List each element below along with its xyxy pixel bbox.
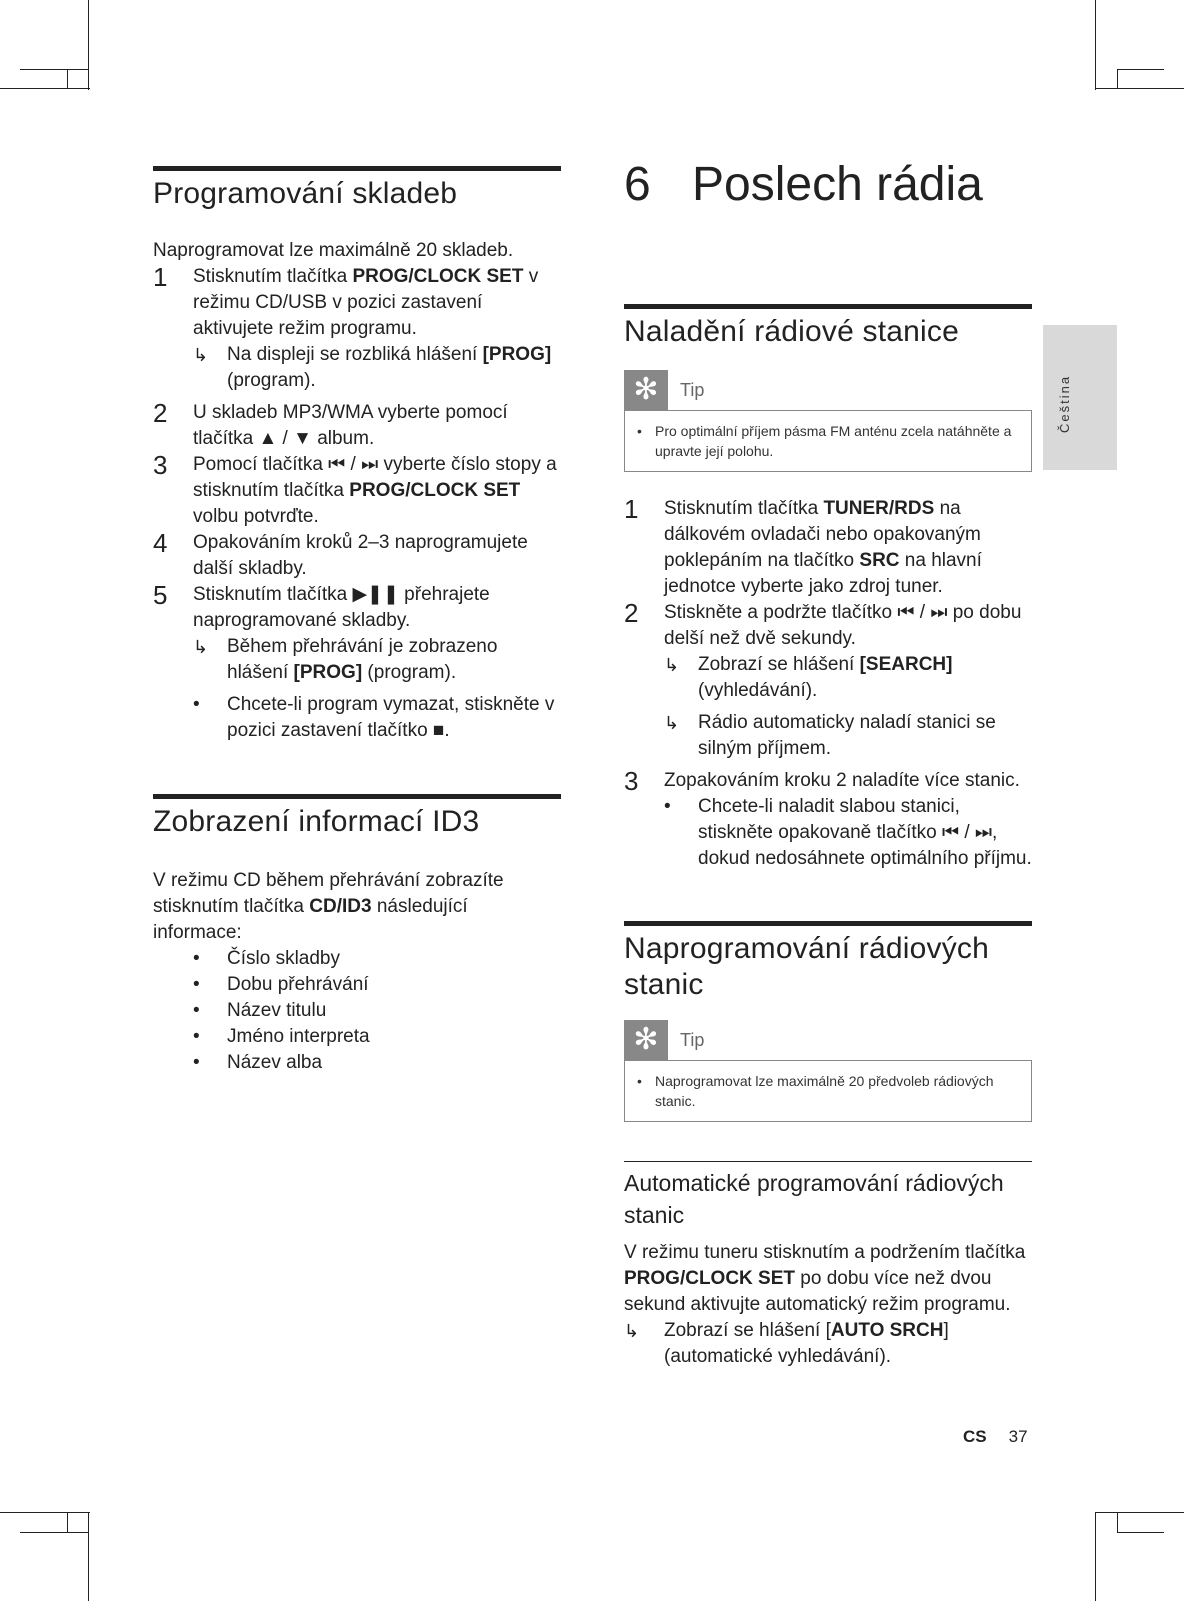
page-footer xyxy=(963,1427,1028,1447)
bullet-item: • Chcete-li naladit slabou stanici, stiskněte opakovaně tlačítko ⏮ / ⏭, dokud nedosáhnete optimálního příjmu. xyxy=(664,796,1032,869)
step-sub: ↳ Zobrazí se hlášení [SEARCH] (vyhledávání). xyxy=(664,654,953,701)
crop-mark xyxy=(1095,1512,1184,1513)
step-item: 2 Stiskněte a podržte tlačítko ⏮ / ⏭ po dobu delší než dvě sekundy. xyxy=(624,598,1022,649)
crop-mark xyxy=(1117,69,1164,70)
id3-body xyxy=(153,868,561,1076)
tip-box: • Naprogramovat lze maximálně 20 předvoleb rádiových stanic. xyxy=(624,1060,1032,1122)
step-item: 3 Pomocí tlačítka ⏮ / ⏭ vyberte číslo stopy a stisknutím tlačítka PROG/CLOCK SET volbu potvrďte. xyxy=(153,450,557,527)
bullet-icon: • xyxy=(193,1026,200,1047)
section-rule xyxy=(624,304,1032,309)
crop-mark xyxy=(1117,69,1118,89)
auto-program-body: V režimu tuneru stisknutím a podržením tlačítka PROG/CLOCK SET po dobu více než dvou sekund aktivujte automatický režim programu. ↳ Zobrazí se hlášení [AUTO SRCH] (automatické vyhledávání). xyxy=(624,1240,1032,1370)
crop-mark xyxy=(1095,88,1184,89)
footer-language: CS xyxy=(963,1427,987,1446)
bullet-item: • Chcete-li program vymazat, stiskněte v pozici zastavení tlačítko ■. xyxy=(193,694,555,741)
list-item: • Číslo skladby xyxy=(153,946,561,972)
tip-block xyxy=(624,370,1032,472)
step-item: 1 Stisknutím tlačítka PROG/CLOCK SET v režimu CD/USB v pozici zastavení aktivujete režim programu. xyxy=(153,262,539,339)
step-sub: ↳ Zobrazí se hlášení [AUTO SRCH] (automatické vyhledávání). xyxy=(624,1320,949,1367)
crop-mark xyxy=(0,1512,90,1513)
crop-mark xyxy=(20,1532,88,1533)
list-item: • Dobu přehrávání xyxy=(153,972,561,998)
crop-mark xyxy=(1117,1532,1164,1533)
step-item: 5 Stisknutím tlačítka ▶❚❚ přehrajete naprogramované skladby. xyxy=(153,580,490,631)
section-title-id3: Zobrazení informací ID3 xyxy=(153,805,480,838)
crop-mark xyxy=(1117,1512,1118,1532)
subsection-title-auto: Automatické programování rádiových stanic xyxy=(624,1170,1004,1228)
bullet-icon: • xyxy=(193,974,200,995)
crop-mark xyxy=(1095,0,1096,90)
bullet-icon: • xyxy=(193,694,200,715)
subsection-rule xyxy=(624,1161,1032,1162)
list-item: • Název titulu xyxy=(153,998,561,1024)
chapter-title: 6 Poslech rádia xyxy=(624,155,983,215)
arrow-icon: ↳ xyxy=(664,655,680,675)
step-item: 4 Opakováním kroků 2–3 naprogramujete další skladby. xyxy=(153,528,528,579)
step-sub: ↳ Rádio automaticky naladí stanici se silným příjmem. xyxy=(664,712,996,759)
tip-box: • Pro optimální příjem pásma FM anténu zcela natáhněte a upravte její polohu. xyxy=(624,410,1032,472)
list-item: • Jméno interpreta xyxy=(153,1024,561,1050)
bullet-icon: • xyxy=(637,1073,642,1089)
bullet-icon: • xyxy=(664,796,671,817)
bullet-icon: • xyxy=(193,1000,200,1021)
step-sub: ↳ Během přehrávání je zobrazeno hlášení [PROG] (program). xyxy=(193,636,498,683)
step-item: 1 Stisknutím tlačítka TUNER/RDS na dálkovém ovladači nebo opakovaným poklepáním na tlačítko SRC na hlavní jednotce vyberte jako zdroj tuner. xyxy=(624,494,982,597)
list-item: • Název alba xyxy=(153,1050,561,1076)
section-rule xyxy=(153,166,561,171)
tuning-steps xyxy=(624,496,1032,872)
section-rule xyxy=(153,794,561,799)
chapter-number: 6 xyxy=(624,158,651,211)
step-item: 2 U skladeb MP3/WMA vyberte pomocí tlačítka ▲ / ▼ album. xyxy=(153,398,508,449)
crop-mark xyxy=(67,69,68,89)
tip-label: Tip xyxy=(680,379,705,400)
crop-mark xyxy=(88,1512,89,1601)
section-rule xyxy=(624,921,1032,926)
tip-label: Tip xyxy=(680,1029,705,1050)
crop-mark xyxy=(1095,1512,1096,1601)
bullet-icon: • xyxy=(637,423,642,439)
step-sub: ↳ Na displeji se rozbliká hlášení [PROG] (program). xyxy=(193,344,552,391)
language-side-tab: Čeština xyxy=(1043,325,1117,470)
intro-text: Naprogramovat lze maximálně 20 skladeb. xyxy=(153,240,514,261)
crop-mark xyxy=(20,69,88,70)
bullet-icon: • xyxy=(193,1052,200,1073)
arrow-icon: ↳ xyxy=(664,713,680,733)
step-item: 3 Zopakováním kroku 2 naladíte více stanic. xyxy=(624,766,1020,796)
arrow-icon: ↳ xyxy=(624,1321,640,1341)
bullet-icon: • xyxy=(193,948,200,969)
section-title-presets: Naprogramování rádiových stanic xyxy=(624,932,989,1001)
page-number: 37 xyxy=(1008,1427,1028,1446)
crop-mark xyxy=(0,88,90,89)
section-title-programming: Programování skladeb xyxy=(153,177,458,210)
tip-block xyxy=(624,1020,1032,1122)
arrow-icon: ↳ xyxy=(193,637,209,657)
tip-icon: ✻ xyxy=(624,1020,668,1060)
programming-body xyxy=(153,238,561,744)
id3-intro: V režimu CD během přehrávání zobrazíte stisknutím tlačítka CD/ID3 následující informace: xyxy=(153,870,504,943)
crop-mark xyxy=(88,0,89,90)
section-title-tuning: Naladění rádiové stanice xyxy=(624,315,960,348)
crop-mark xyxy=(67,1512,68,1532)
arrow-icon: ↳ xyxy=(193,345,209,365)
tip-icon: ✻ xyxy=(624,370,668,410)
